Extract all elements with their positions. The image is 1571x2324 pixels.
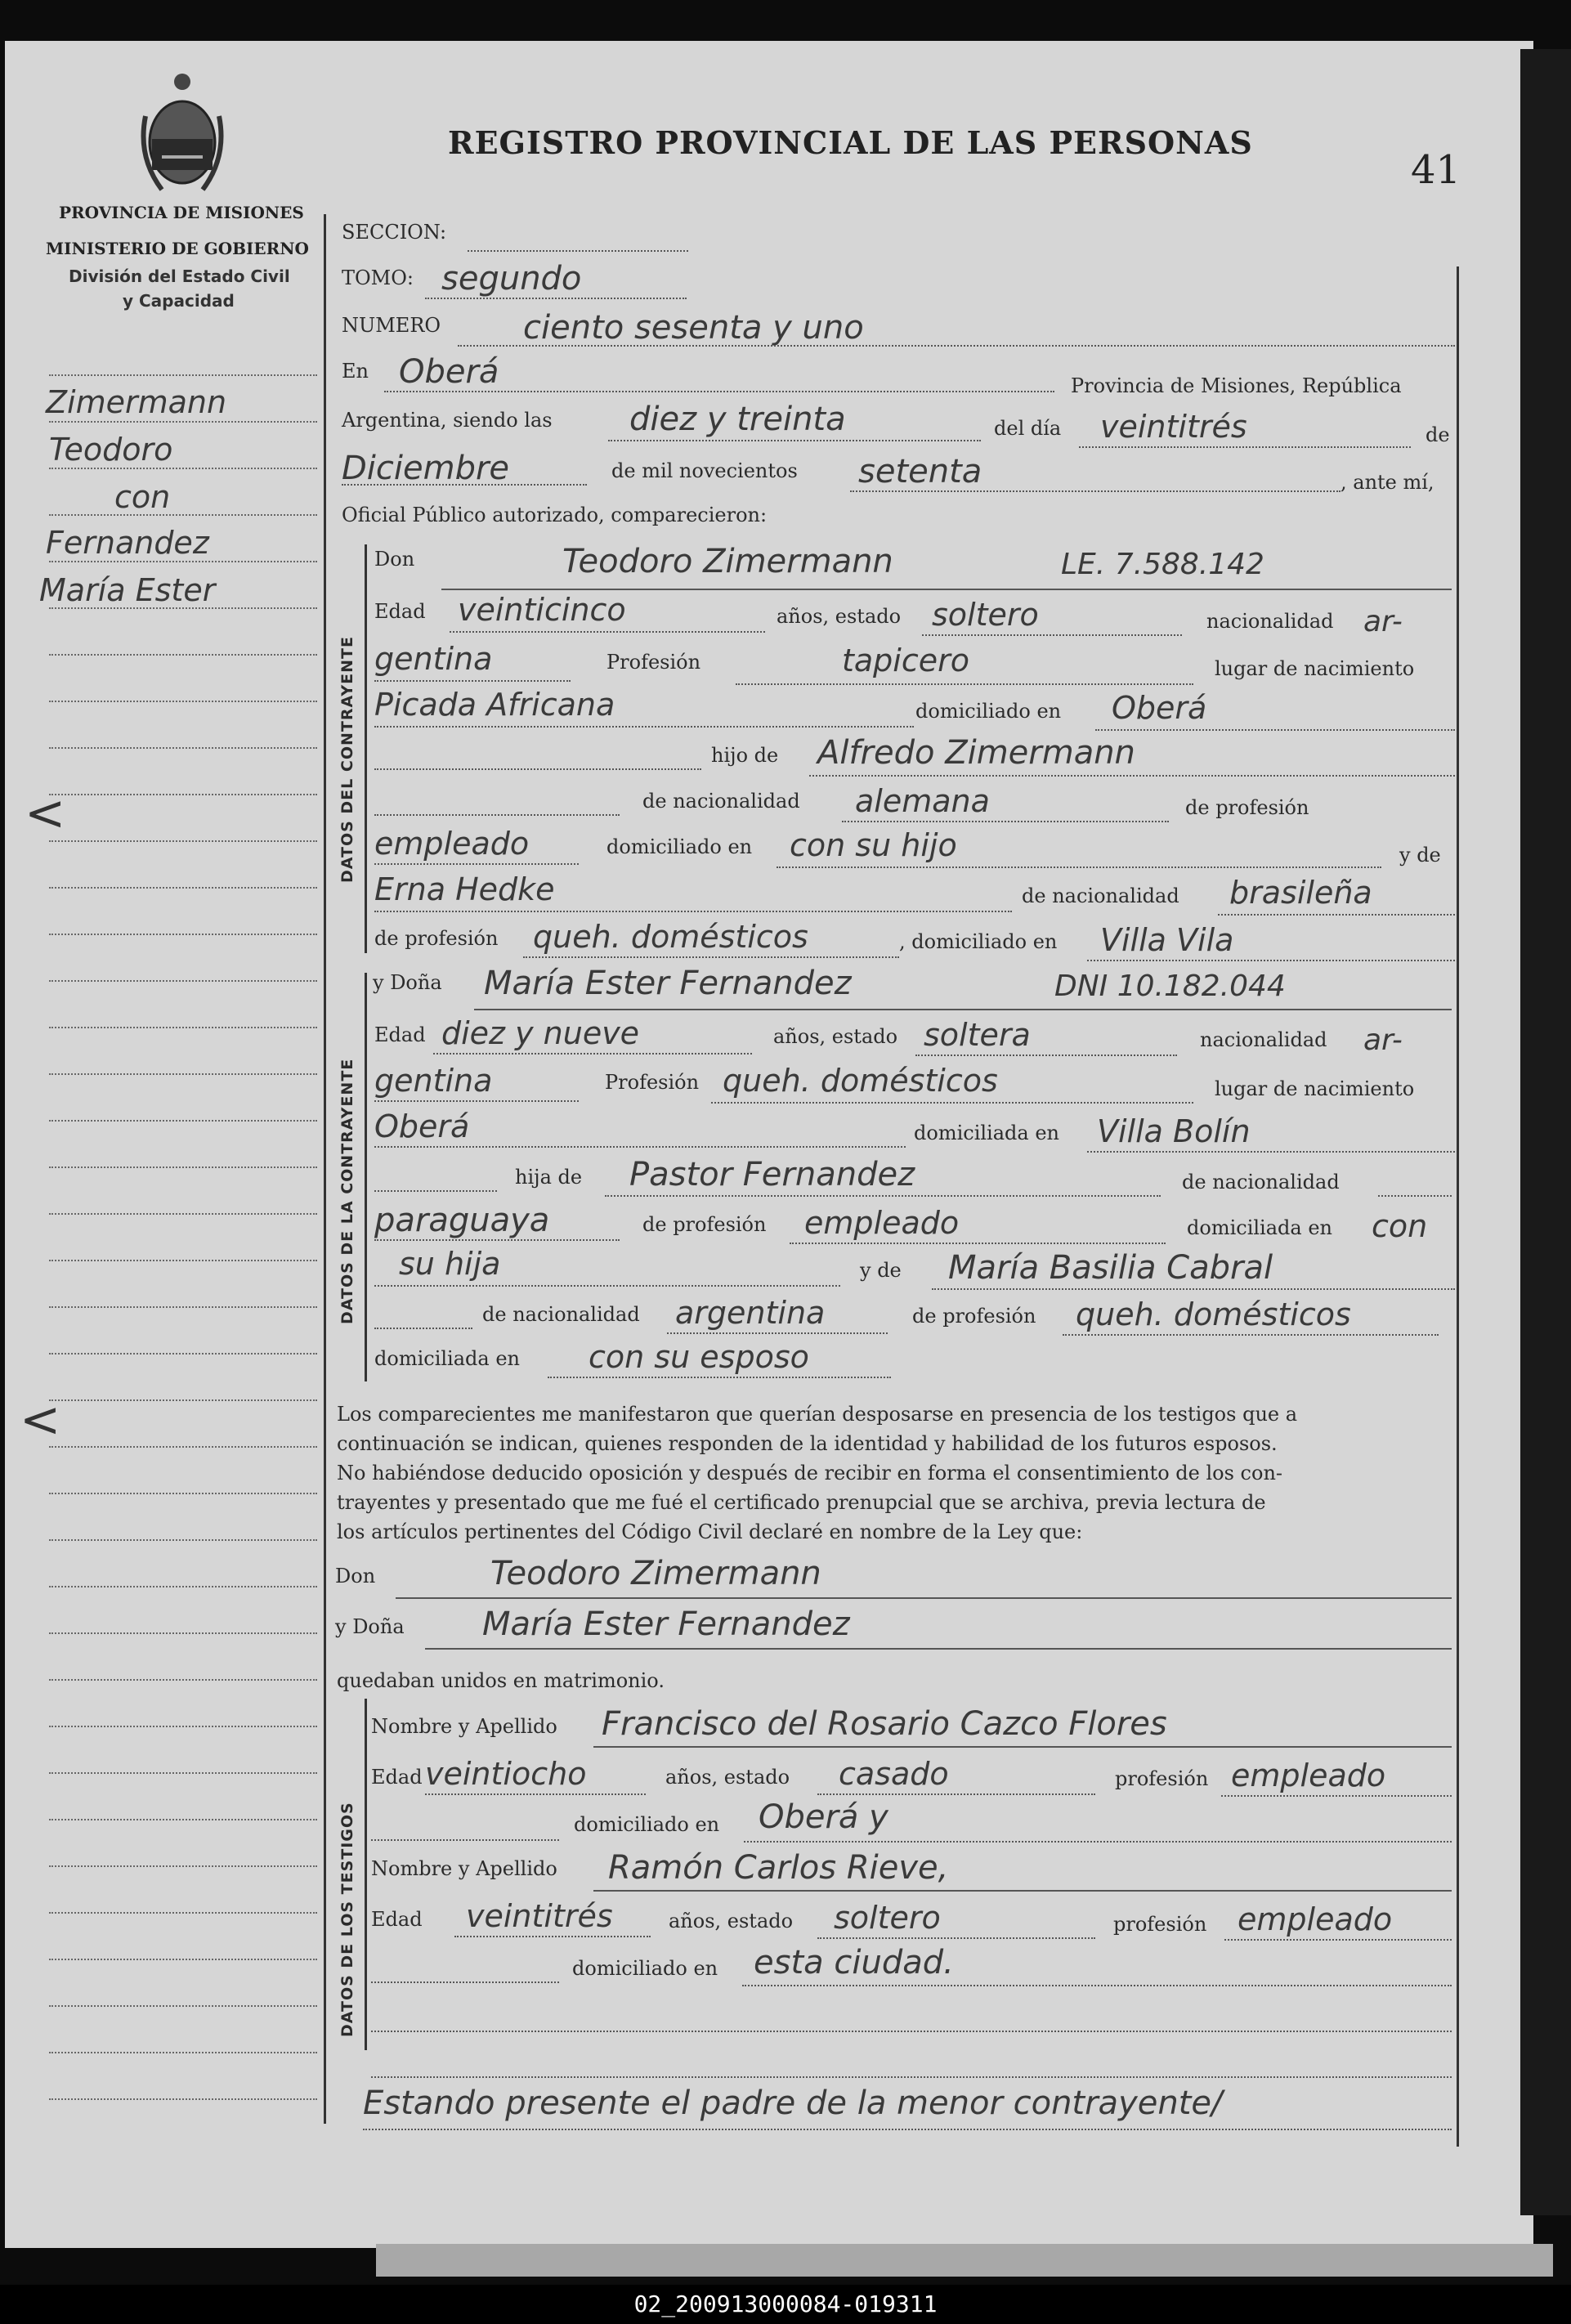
- division-label: División del Estado Civil: [69, 266, 290, 286]
- numero-line: [458, 345, 1455, 347]
- t2-dom-pre-line: [371, 1981, 559, 1983]
- contrayente-nacionalidad-1: ar-: [1363, 605, 1403, 638]
- anio-line: [850, 490, 1340, 492]
- madre-profesion: queh. domésticos: [533, 919, 808, 955]
- declaracion-line-5: los artículos pertinentes del Código Civil declaré en nombre de la Ley que:: [337, 1520, 1083, 1543]
- madre-dom-line: [1087, 960, 1455, 961]
- anios-estado-2: años, estado: [773, 1025, 898, 1048]
- contrayenta-madre: María Basilia Cabral: [948, 1249, 1273, 1287]
- tomo-line: [425, 298, 687, 299]
- padre-nacionalidad: alemana: [855, 783, 990, 819]
- t2-estado-line: [817, 1937, 1095, 1939]
- tomo-label: TOMO:: [342, 266, 414, 289]
- padre-line-2: [605, 1195, 1161, 1197]
- t1-domiciliado-label: domiciliado en: [574, 1813, 720, 1836]
- edad-line: [450, 631, 765, 633]
- de-profesion-label: de profesión: [1185, 796, 1309, 819]
- t1-estado: casado: [839, 1756, 949, 1792]
- contrayenta-nacionalidad-1: ar-: [1363, 1023, 1403, 1057]
- right-border: [1457, 266, 1459, 2147]
- mil-label: de mil novecientos: [611, 459, 798, 482]
- don-label: Don: [374, 548, 415, 571]
- contrayenta-lugar: Oberá: [374, 1108, 470, 1144]
- dona-line: [474, 1009, 1452, 1010]
- mes-line: [342, 484, 587, 486]
- t1-profesion-label: profesión: [1115, 1767, 1209, 1790]
- side-label-contrayenta: DATOS DE LA CONTRAYENTE: [338, 1058, 356, 1324]
- t2-profesion: empleado: [1238, 1901, 1393, 1937]
- edad-line-2: [433, 1053, 752, 1055]
- book-spine: [1520, 49, 1571, 2215]
- de-label: de: [1426, 423, 1450, 446]
- margin-note-surname: Zimermann: [46, 384, 227, 420]
- t1-estado-line: [817, 1793, 1095, 1795]
- dia-value: veintitrés: [1100, 409, 1247, 445]
- t2-nombre-label: Nombre y Apellido: [371, 1857, 557, 1880]
- estado-line: [922, 634, 1182, 636]
- section-bar-testigos: [365, 1699, 367, 2050]
- padre-dom-line-2: [374, 1285, 840, 1287]
- ante-mi-text: , ante mí,: [1340, 471, 1434, 494]
- t2-edad-line: [454, 1936, 651, 1937]
- profesion-label: Profesión: [606, 651, 701, 674]
- padre-nac-line-2: [374, 1239, 620, 1241]
- t1-dom-pre-line: [371, 1839, 559, 1841]
- margin-divider: [324, 214, 326, 2124]
- t1-nombre-line: [593, 1746, 1452, 1748]
- padre-profesion: empleado: [374, 826, 530, 862]
- t2-nombre-line: [593, 1890, 1452, 1892]
- t1-domicilio-line: [744, 1841, 1452, 1843]
- padre-nac-line: [842, 821, 1169, 822]
- numero-value: ciento sesenta y uno: [523, 309, 864, 347]
- madre-nac-line-2: [667, 1332, 888, 1334]
- madre-nac-label: de nacionalidad: [1022, 884, 1179, 907]
- t1-profesion-line: [1221, 1795, 1452, 1797]
- padre-domicilio-label: domiciliado en: [606, 835, 753, 858]
- ministry-label: MINISTERIO DE GOBIERNO: [46, 239, 309, 258]
- t1-edad-label: Edad: [371, 1766, 423, 1789]
- de-profesion-label-2: de profesión: [642, 1213, 767, 1236]
- nac-pre-line: [374, 814, 620, 816]
- padre-profesion-2: empleado: [804, 1205, 960, 1241]
- madre-dom-line-2: [548, 1377, 891, 1378]
- t2-anios-estado: años, estado: [669, 1910, 794, 1932]
- profesion-line: [736, 683, 1193, 685]
- margin-note-name: Teodoro: [49, 432, 173, 468]
- contrayente-edad: veinticinco: [458, 592, 626, 628]
- de-nacionalidad-label-2: de nacionalidad: [1182, 1171, 1340, 1193]
- seccion-label: SECCION:: [342, 221, 447, 244]
- division-label-2: y Capacidad: [123, 291, 235, 311]
- madre-nac-label-2: de nacionalidad: [482, 1303, 640, 1326]
- hijo-pre-line: [374, 768, 701, 770]
- t2-nombre: Ramón Carlos Rieve,: [608, 1849, 949, 1887]
- madre-nacionalidad-2: argentina: [675, 1295, 826, 1331]
- mes-value: Diciembre: [342, 450, 510, 487]
- margin-mark-icon: <: [20, 1391, 61, 1449]
- t2-edad-label: Edad: [371, 1908, 423, 1931]
- t1-nombre: Francisco del Rosario Cazco Flores: [602, 1705, 1167, 1743]
- domiciliado-label: domiciliado en: [915, 700, 1062, 723]
- madre-nac-line: [1218, 914, 1455, 916]
- declaracion-line-1: Los comparecientes me manifestaron que querían desposarse en presencia de los testigos que a: [337, 1403, 1298, 1426]
- blank-line: [371, 2031, 1452, 2032]
- profesion-line-2: [711, 1102, 1193, 1104]
- hija-de-label: hija de: [515, 1166, 583, 1189]
- padre-prof-line: [374, 863, 579, 865]
- padre-dom-line: [777, 866, 1381, 868]
- contrayente-lugar: Picada Africana: [374, 687, 615, 723]
- section-bar-contrayenta: [365, 973, 367, 1381]
- numero-label: NUMERO: [342, 314, 441, 337]
- en-value: Oberá: [399, 353, 499, 391]
- t1-edad-line: [425, 1793, 646, 1795]
- seccion-line: [468, 250, 688, 252]
- t1-profesion: empleado: [1231, 1758, 1386, 1793]
- oficial-text: Oficial Público autorizado, comparecieron:: [342, 504, 768, 526]
- declaracion-line-4: trayentes y presentado que me fué el certificado prenupcial que se archiva, previa lectura de: [337, 1491, 1266, 1514]
- contrayenta-domicilio: Villa Bolín: [1097, 1113, 1251, 1149]
- don-line: [441, 589, 1452, 590]
- side-label-contrayente: DATOS DEL CONTRAYENTE: [338, 636, 356, 883]
- madre-domicilio: Villa Vila: [1100, 922, 1234, 958]
- hora-line: [608, 440, 981, 441]
- contrayente-estado: soltero: [932, 597, 1039, 633]
- contrayenta-edad: diez y nueve: [441, 1015, 640, 1051]
- en-label: En: [342, 360, 369, 383]
- contrayenta-padre: Pastor Fernandez: [629, 1156, 915, 1193]
- page-edge: [376, 2244, 1553, 2277]
- lugar-label: lugar de nacimiento: [1215, 657, 1415, 680]
- madre-domicilio-2: con su esposo: [589, 1339, 809, 1375]
- contrayenta-estado: soltera: [924, 1017, 1031, 1053]
- madre-domicilio-label-2: domiciliada en: [374, 1347, 520, 1370]
- estado-line-2: [915, 1055, 1177, 1056]
- edad-label: Edad: [374, 600, 426, 623]
- madre-nacionalidad: brasileña: [1229, 875, 1372, 911]
- t1-domicilio: Oberá y: [759, 1798, 888, 1836]
- padre-line: [809, 775, 1455, 777]
- decl-don-nombre: Teodoro Zimermann: [490, 1555, 821, 1592]
- hijo-de-label: hijo de: [711, 744, 779, 767]
- page-number: 41: [1411, 147, 1461, 193]
- provincia-text: Provincia de Misiones, República: [1071, 374, 1402, 397]
- madre-profesion-label: de profesión: [374, 927, 499, 950]
- argentina-text: Argentina, siendo las: [342, 409, 553, 432]
- margin-mark-icon: <: [25, 785, 66, 842]
- contrayente-nombre: Teodoro Zimermann: [562, 543, 893, 580]
- decl-dona-line: [425, 1648, 1452, 1650]
- declaracion-line-2: continuación se indican, quienes responden de la identidad y habilidad de los futuros esposos.: [337, 1432, 1278, 1455]
- madre-line: [374, 911, 1012, 912]
- section-bar-contrayente: [365, 544, 367, 953]
- padre-prof-line-2: [790, 1243, 1166, 1244]
- quedaban-text: quedaban unidos en matrimonio.: [337, 1669, 665, 1692]
- padre-nacionalidad-2: paraguaya: [374, 1202, 550, 1239]
- domicilio-line-2: [1087, 1151, 1455, 1153]
- t2-domicilio: esta ciudad.: [754, 1944, 954, 1981]
- domicilio-line: [1095, 729, 1455, 731]
- t2-profesion-label: profesión: [1113, 1913, 1207, 1936]
- decl-don-line: [396, 1597, 1452, 1599]
- dona-label: y Doña: [373, 971, 442, 994]
- decl-dona-label: y Doña: [335, 1615, 405, 1638]
- declaracion-line-3: No habiéndose deducido oposición y después de recibir en forma el consentimiento de los con-: [337, 1462, 1283, 1484]
- madre-line-2: [932, 1288, 1455, 1290]
- anio-value: setenta: [858, 453, 982, 490]
- coat-of-arms-icon: [137, 67, 227, 198]
- dia-line: [1079, 446, 1411, 448]
- contrayente-madre: Erna Hedke: [374, 871, 555, 907]
- contrayente-profesion: tapicero: [842, 643, 970, 678]
- edad-label-2: Edad: [374, 1023, 426, 1046]
- blank-line: [371, 2076, 1452, 2078]
- lugar-label-2: lugar de nacimiento: [1215, 1077, 1415, 1100]
- madre-domicilio-label: , domiciliado en: [899, 930, 1058, 953]
- en-line: [384, 391, 1054, 392]
- madre-prof-line-2: [1063, 1334, 1439, 1336]
- decl-don-label: Don: [335, 1565, 376, 1587]
- nac2-line: [374, 680, 571, 682]
- t1-nombre-label: Nombre y Apellido: [371, 1715, 557, 1738]
- nacionalidad-label: nacionalidad: [1206, 610, 1334, 633]
- padre-domicilio-2b: su hija: [399, 1246, 501, 1282]
- del-dia-label: del día: [994, 417, 1062, 440]
- tomo-value: segundo: [441, 260, 582, 298]
- padre-domicilio: con su hijo: [790, 827, 957, 863]
- side-label-testigos: DATOS DE LOS TESTIGOS: [338, 1802, 356, 2037]
- hija-pre-line: [374, 1190, 497, 1192]
- t2-profesion-line: [1224, 1939, 1452, 1941]
- page-title: REGISTRO PROVINCIAL DE LAS PERSONAS: [448, 124, 1253, 161]
- contrayente-documento: LE. 7.588.142: [1061, 548, 1264, 581]
- y-de-label: y de: [1399, 844, 1441, 866]
- province-label: PROVINCIA DE MISIONES: [59, 203, 304, 222]
- contrayente-padre: Alfredo Zimermann: [817, 734, 1135, 772]
- anios-estado: años, estado: [777, 605, 902, 628]
- contrayenta-nacionalidad-2: gentina: [374, 1063, 493, 1099]
- t2-domicilio-line: [742, 1985, 1452, 1986]
- margin-note-con: con: [114, 479, 171, 515]
- y-de-label-2: y de: [860, 1259, 902, 1282]
- nacionalidad-label-2: nacionalidad: [1200, 1028, 1327, 1051]
- domiciliada-label: domiciliada en: [914, 1122, 1059, 1144]
- margin-note-surname-2: Fernandez: [46, 525, 209, 561]
- contrayente-nacionalidad-2: gentina: [374, 641, 493, 677]
- contrayenta-documento: DNI 10.182.044: [1054, 969, 1286, 1003]
- nota-text: Estando presente el padre de la menor contrayente/: [363, 2084, 1223, 2122]
- decl-dona-nombre: María Ester Fernandez: [482, 1605, 850, 1643]
- padre-domicilio-label-2: domiciliada en: [1187, 1216, 1332, 1239]
- madre-profesion-label-2: de profesión: [912, 1305, 1036, 1328]
- contrayenta-profesion: queh. domésticos: [723, 1063, 998, 1099]
- nac-tail-line: [1378, 1195, 1452, 1197]
- lugar-line-2: [374, 1146, 906, 1148]
- madre-profesion-2: queh. domésticos: [1076, 1296, 1351, 1332]
- t1-edad: veintiocho: [425, 1756, 587, 1792]
- lugar-line: [374, 726, 914, 728]
- t2-edad: veintitrés: [466, 1898, 613, 1934]
- profesion-label-2: Profesión: [605, 1071, 700, 1094]
- nota-line: [363, 2129, 1452, 2130]
- t2-estado: soltero: [834, 1900, 941, 1936]
- hora-value: diez y treinta: [629, 401, 846, 438]
- t2-domiciliado-label: domiciliado en: [572, 1957, 718, 1980]
- contrayente-domicilio: Oberá: [1112, 690, 1207, 726]
- padre-domicilio-2a: con: [1372, 1208, 1428, 1244]
- de-nacionalidad-label: de nacionalidad: [642, 790, 800, 813]
- madre-prof-line: [523, 956, 899, 958]
- t1-anios-estado: años, estado: [665, 1766, 790, 1789]
- margin-note-name-2: María Ester: [39, 572, 216, 608]
- nac2-line-2: [374, 1100, 579, 1102]
- nac-pre-line-2: [374, 1328, 472, 1329]
- image-id-footer: 02_200913000084-019311: [0, 2285, 1571, 2324]
- contrayenta-nombre: María Ester Fernandez: [484, 965, 852, 1002]
